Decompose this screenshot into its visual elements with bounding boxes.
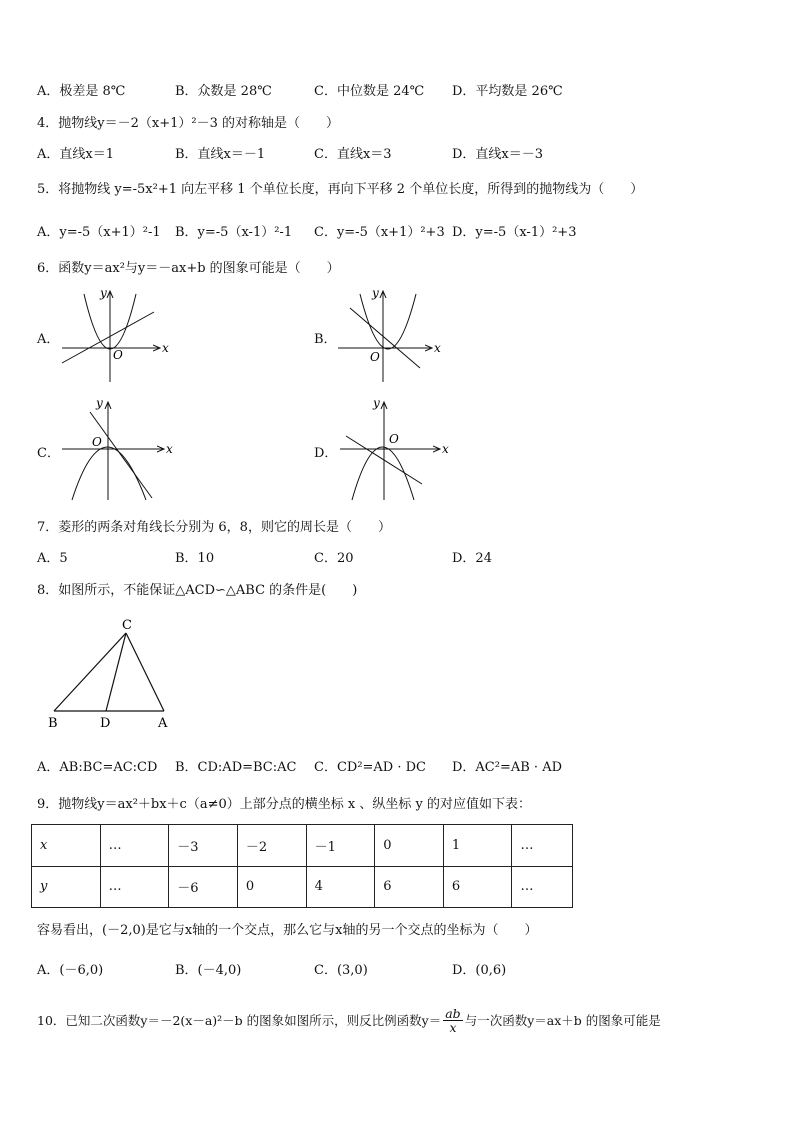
graph-c [62,402,164,500]
table-cell: x [32,825,101,867]
graph-a-origin: O [113,348,123,362]
q5-option-c: C．y=-5（x+1）²+3 [314,225,445,240]
q3-option-c: C．中位数是 24℃ [314,84,425,99]
q9-value-table [31,824,573,908]
q4-option-d: D．直线x＝－3 [452,147,544,162]
table-cell: … [100,825,169,867]
table-row-x [32,825,573,867]
table-cell: 0 [375,825,444,867]
label-a: A [158,716,168,731]
q9-option-d: D．(0,6) [452,963,507,978]
graph-a [62,291,160,382]
graph-c-line [90,412,152,498]
q9-option-a: A．(－6,0) [37,963,104,978]
table-cell: 4 [306,866,375,908]
table-cell: 1 [443,825,512,867]
graph-a-line [62,312,154,363]
graph-c-origin: O [92,435,102,449]
q4-option-b: B．直线x＝－1 [175,147,266,162]
table-cell: 0 [237,866,306,908]
graph-b-x-label: x [434,341,441,355]
q5-option-a: A．y=-5（x+1）²-1 [37,225,161,240]
q8-triangle-figure [40,615,180,735]
q3-option-b: B．众数是 28℃ [175,84,272,99]
graph-c-x-label: x [166,442,173,456]
q8-stem: 8．如图所示，不能保证△ACD∽△ABC 的条件是( ) [37,583,358,598]
q3-option-a: A．极差是 8℃ [37,84,126,99]
table-cell: －6 [169,866,238,908]
q6-stem: 6．函数y＝ax²与y＝－ax+b 的图象可能是（ ） [37,261,340,276]
table-cell: 6 [443,866,512,908]
q10-stem-pre: 10．已知二次函数y＝－2(x－a)²－b 的图象如图所示，则反比例函数y＝ [37,1012,442,1028]
q9-stem: 9．抛物线y＝ax²＋bx＋c（a≠0）上部分点的横坐标 x 、纵坐标 y 的对应值如下表： [37,797,531,812]
table-cell: … [512,825,573,867]
graph-d [340,402,440,500]
q6-label-c: C． [37,446,60,461]
q6-label-b: B． [314,332,337,347]
graph-a-y-label: y [100,286,107,300]
q4-option-c: C．直线x＝3 [314,147,392,162]
q5-option-b: B．y=-5（x-1）²-1 [175,225,293,240]
q7-stem: 7．菱形的两条对角线长分别为 6，8，则它的周长是（ ） [37,520,391,535]
q9-followup: 容易看出，(－2,0)是它与x轴的一个交点，那么它与x轴的另一个交点的坐标为（ ） [37,923,538,938]
q6-label-d: D． [314,446,338,461]
q10-fraction [443,1007,462,1034]
q8-option-d: D．AC²=AB · AD [452,760,563,775]
graph-b-origin: O [370,350,380,364]
q10-fraction-numerator: ab [445,1006,461,1021]
table-cell: －1 [306,825,375,867]
q5-stem: 5．将抛物线 y=-5x²+1 向左平移 1 个单位长度，再向下平移 2 个单位长度，所得到的抛物线为（ ） [37,182,644,197]
graph-c-y-label: y [96,396,103,410]
graph-a-x-label: x [162,341,169,355]
q8-option-a: A．AB:BC=AC:CD [37,760,158,775]
q10-stem [37,1007,661,1034]
q4-option-a: A．直线x＝1 [37,147,114,162]
q6-graphs [0,0,794,520]
table-cell: 6 [375,866,444,908]
table-cell: … [512,866,573,908]
table-cell: －2 [237,825,306,867]
graph-d-origin: O [389,432,399,446]
label-c: C [122,618,132,633]
graph-b-y-label: y [372,286,379,300]
segment-ca [126,633,164,711]
graph-b [338,291,432,382]
q9-option-b: B．(－4,0) [175,963,242,978]
label-b: B [48,716,58,731]
label-d: D [100,716,111,731]
q3-option-d: D．平均数是 26℃ [452,84,563,99]
q10-fraction-denominator: x [449,1020,457,1035]
q4-stem: 4．抛物线y＝－2（x+1）²－3 的对称轴是（ ） [37,116,339,131]
q7-option-a: A．5 [37,551,68,566]
table-cell: y [32,866,101,908]
q10-stem-post: 与一次函数y＝ax＋b 的图象可能是 [464,1012,661,1028]
q7-option-d: D．24 [452,551,492,566]
graph-d-x-label: x [442,442,449,456]
graph-d-y-label: y [373,396,380,410]
table-cell: … [100,866,169,908]
table-row-y [32,866,573,908]
q9-option-c: C．(3,0) [314,963,368,978]
table-cell: －3 [169,825,238,867]
q5-option-d: D．y=-5（x-1）²+3 [452,225,577,240]
q8-option-c: C．CD²=AD · DC [314,760,426,775]
segment-bc [54,633,126,711]
q6-label-a: A． [37,332,60,347]
q7-option-c: C．20 [314,551,354,566]
q8-option-b: B．CD:AD=BC:AC [175,760,297,775]
q7-option-b: B．10 [175,551,215,566]
